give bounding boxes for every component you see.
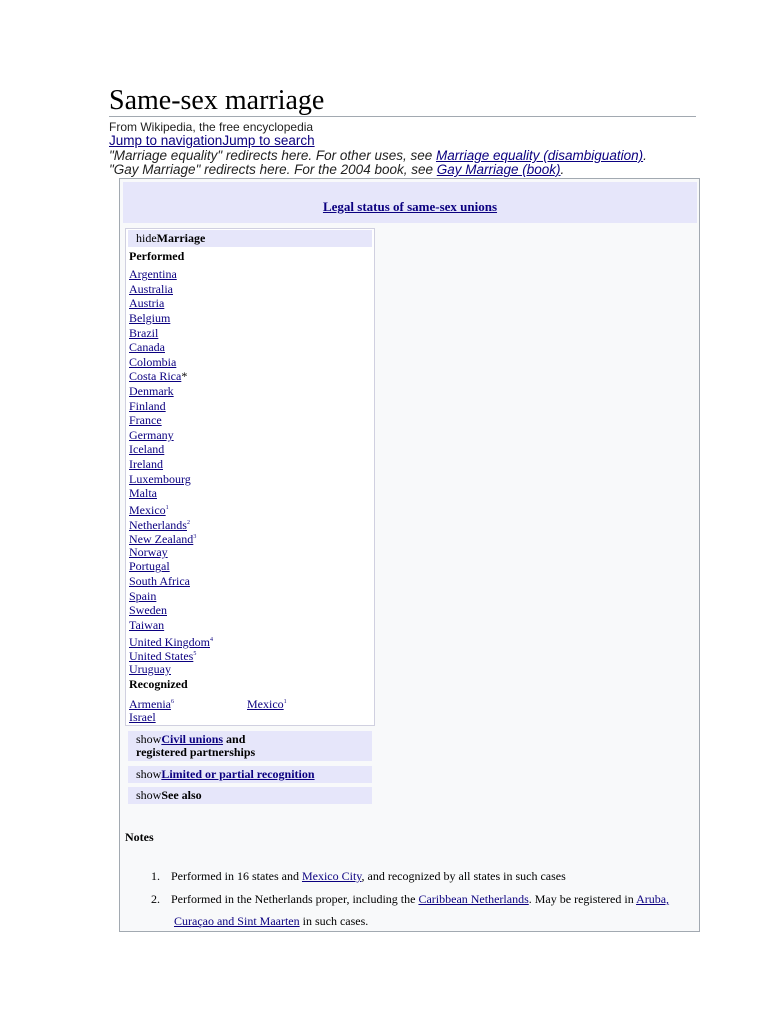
registered-partnerships-label: registered partnerships: [136, 745, 256, 759]
country-link[interactable]: Malta: [129, 486, 157, 501]
list-item: [129, 428, 174, 442]
hatnote-text: "Marriage equality" redirects here. For other uses, see: [109, 148, 436, 163]
footnote-mark[interactable]: 3: [193, 534, 197, 541]
list-item: [129, 574, 190, 588]
gay-marriage-book-link[interactable]: Gay Marriage (book): [436, 162, 561, 177]
footnote-mark[interactable]: 2: [186, 519, 190, 526]
list-item: [129, 710, 156, 724]
country-link[interactable]: Netherlands: [129, 517, 187, 532]
list-item: [129, 618, 164, 632]
list-item: [129, 647, 196, 663]
country-link[interactable]: Canada: [129, 340, 165, 355]
civil-unions-navbar: [128, 731, 372, 761]
country-link[interactable]: Uruguay: [129, 661, 171, 676]
note-text: , and recognized by all states in such cases: [361, 869, 566, 883]
list-item: [129, 282, 173, 296]
country-link[interactable]: Germany: [129, 427, 174, 442]
recognized-label: Recognized: [129, 677, 188, 691]
note-number: 1.: [151, 869, 160, 883]
curacao-sint-maarten-link[interactable]: Curaçao and Sint Maarten: [174, 914, 300, 928]
country-link[interactable]: South Africa: [129, 574, 190, 588]
list-item: [129, 530, 196, 546]
list-item: [129, 695, 174, 711]
marriage-heading: Marriage: [156, 231, 206, 245]
list-item: [129, 486, 157, 500]
jump-to-search-link[interactable]: Jump to search: [222, 133, 315, 148]
hatnote-gay-marriage: [109, 162, 564, 177]
country-link[interactable]: Belgium: [129, 310, 171, 325]
footnote-mark[interactable]: 6: [170, 699, 174, 705]
list-item: [129, 501, 169, 517]
country-link[interactable]: Mexico: [129, 502, 166, 517]
marriage-equality-disambiguation-link[interactable]: Marriage equality (disambiguation): [435, 148, 644, 163]
tagline: From Wikipedia, the free encyclopedia: [109, 120, 314, 134]
list-item: [129, 559, 170, 573]
list-item: [129, 545, 168, 559]
list-item: [129, 662, 171, 676]
list-item: [129, 472, 191, 486]
hatnote-text: "Gay Marriage" redirects here. For the 2004 book, see: [109, 162, 437, 177]
country-link[interactable]: Denmark: [129, 384, 174, 398]
country-link[interactable]: New Zealand: [129, 532, 194, 547]
limited-recognition-link[interactable]: Limited or partial recognition: [161, 767, 315, 781]
list-item: [247, 695, 287, 711]
limited-recognition-navbar: [128, 766, 372, 783]
country-link[interactable]: Armenia: [129, 697, 171, 711]
list-item: [129, 457, 163, 471]
marriage-navbar: [128, 230, 372, 247]
list-item: [129, 326, 158, 340]
country-link[interactable]: Colombia: [129, 354, 177, 369]
list-item: [129, 267, 177, 281]
caribbean-netherlands-link[interactable]: Caribbean Netherlands: [418, 892, 529, 906]
list-item: [129, 311, 170, 325]
country-link[interactable]: France: [129, 413, 162, 428]
country-link[interactable]: United Kingdom: [129, 634, 210, 649]
list-item: [129, 603, 167, 617]
title-divider: [109, 116, 696, 117]
hatnote-marriage-equality: [109, 148, 647, 163]
country-link[interactable]: Iceland: [129, 442, 165, 457]
country-link[interactable]: Argentina: [129, 267, 177, 281]
country-link[interactable]: Brazil: [129, 325, 159, 340]
country-link[interactable]: Spain: [129, 588, 157, 603]
country-link[interactable]: Australia: [129, 281, 173, 296]
country-link[interactable]: Portugal: [129, 559, 170, 574]
country-link[interactable]: Finland: [129, 398, 166, 413]
note-text: in such cases.: [299, 914, 369, 928]
mexico-city-link[interactable]: Mexico City: [301, 869, 362, 883]
footnote-mark[interactable]: 1: [283, 699, 287, 705]
see-also-navbar: [128, 787, 372, 804]
aruba-link[interactable]: Aruba,: [636, 892, 670, 906]
list-item: [129, 589, 156, 603]
country-link[interactable]: Ireland: [129, 457, 163, 472]
show-toggle[interactable]: show: [136, 788, 162, 802]
footnote-mark[interactable]: 1: [165, 504, 169, 511]
show-toggle[interactable]: show: [136, 732, 162, 746]
country-link[interactable]: Costa Rica: [129, 369, 182, 384]
jump-to-navigation-link[interactable]: Jump to navigation: [109, 133, 223, 148]
list-item: [129, 355, 176, 369]
hatnote-suffix: .: [560, 162, 565, 177]
hide-toggle[interactable]: hide: [136, 231, 157, 245]
civil-unions-rest: and: [223, 732, 246, 746]
note-number: 2.: [151, 892, 160, 906]
note-item: [171, 892, 669, 907]
asterisk-mark: *: [181, 369, 188, 384]
list-item: [129, 399, 166, 413]
show-toggle[interactable]: show: [136, 767, 162, 781]
note-text: . May be registered in: [528, 892, 637, 906]
list-item: [129, 369, 187, 383]
list-item: [129, 633, 213, 649]
footnote-mark[interactable]: 5: [193, 651, 197, 658]
country-link[interactable]: Norway: [129, 544, 168, 559]
country-link[interactable]: Israel: [129, 710, 156, 724]
note-item-continued: [174, 914, 368, 929]
civil-unions-link[interactable]: Civil unions: [161, 732, 224, 746]
note-text: Performed in 16 states and: [171, 869, 302, 883]
note-text: Performed in the Netherlands proper, including the: [171, 892, 419, 906]
country-link[interactable]: Taiwan: [129, 617, 165, 632]
footnote-mark[interactable]: 4: [210, 636, 213, 643]
list-item: [129, 516, 190, 532]
list-item: [129, 442, 164, 456]
list-item: [129, 340, 165, 354]
list-item: [129, 413, 162, 427]
note-item: [171, 869, 566, 884]
performed-label: Performed: [129, 249, 185, 263]
country-link[interactable]: United States: [129, 649, 194, 664]
notes-heading: Notes: [125, 830, 154, 844]
country-link[interactable]: Austria: [129, 296, 165, 311]
infobox-title: [123, 199, 697, 215]
country-link[interactable]: Mexico: [247, 697, 284, 711]
jump-links: [109, 133, 315, 148]
country-link[interactable]: Luxembourg: [129, 471, 191, 486]
hatnote-suffix: .: [643, 148, 647, 163]
list-item: [129, 384, 174, 398]
page-title: Same-sex marriage: [109, 85, 325, 116]
see-also-heading: See also: [161, 788, 202, 802]
country-link[interactable]: Sweden: [129, 603, 167, 618]
list-item: [129, 296, 164, 310]
legal-status-link[interactable]: Legal status of same-sex unions: [322, 199, 498, 214]
